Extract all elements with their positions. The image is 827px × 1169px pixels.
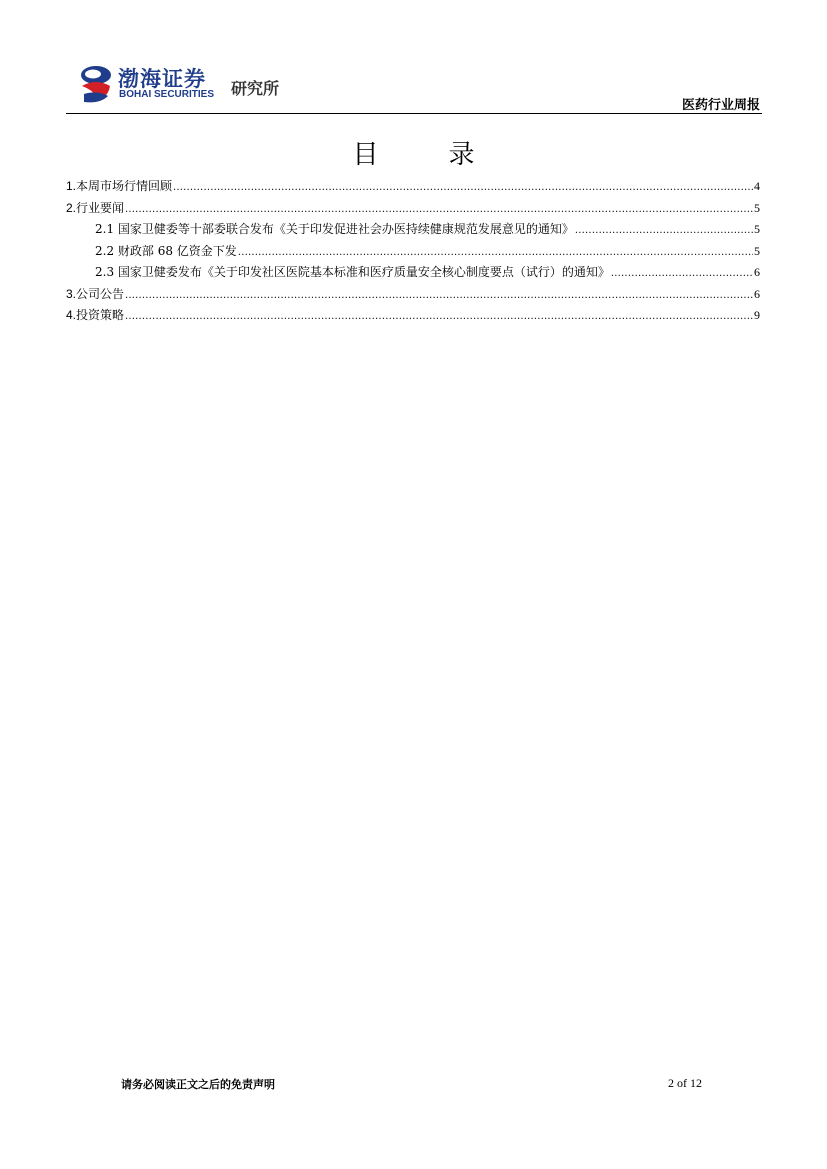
toc-entry-label: 行业要闻 <box>76 200 125 215</box>
toc-entry-number: 3. <box>66 286 77 301</box>
toc-leader-dots <box>173 177 753 199</box>
toc-entry-page: 6 <box>754 265 760 279</box>
toc-entry-label: 公司公告 <box>76 286 125 301</box>
toc-leader-dots <box>125 306 753 328</box>
brand-name-chinese: 渤海证券 <box>118 67 206 91</box>
toc-leader-dots <box>125 199 753 221</box>
bohai-logo-icon <box>78 64 114 104</box>
toc-entry-page: 5 <box>754 243 760 258</box>
toc-entry-number: 2. <box>66 200 77 215</box>
toc-entry-page: 5 <box>754 222 760 236</box>
page-header <box>66 60 762 114</box>
toc-leader-dots <box>238 242 753 264</box>
toc-entry-page: 6 <box>754 286 760 301</box>
toc-leader-dots <box>575 220 753 242</box>
toc-entry-2-2[interactable] <box>66 241 760 263</box>
disclaimer-note: 请务必阅读正文之后的免责声明 <box>121 1078 275 1091</box>
toc-leader-dots <box>125 285 753 307</box>
institute-label: 研究所 <box>231 79 280 98</box>
toc-entry-number: 2.1 <box>95 222 115 236</box>
report-type-label: 医药行业周报 <box>681 98 760 113</box>
toc-entry-4[interactable] <box>66 305 760 327</box>
toc-entry-3[interactable] <box>66 284 760 306</box>
toc-entry-label: 投资策略 <box>76 308 125 322</box>
page-counter: 2 of 12 <box>668 1076 702 1090</box>
table-of-contents <box>66 176 760 327</box>
toc-entry-label: 本周市场行情回顾 <box>76 179 173 193</box>
toc-entry-label: 财政部 68 亿资金下发 <box>114 243 237 258</box>
toc-entry-label: 国家卫健委等十部委联合发布《关于印发促进社会办医持续健康规范发展意见的通知》 <box>114 222 574 236</box>
toc-entry-number: 2.3 <box>95 265 115 279</box>
toc-title: 目 录 <box>352 140 497 170</box>
header-divider <box>66 113 762 114</box>
toc-leader-dots <box>611 263 753 285</box>
toc-entry-2-3[interactable] <box>66 262 760 284</box>
toc-entry-2-1[interactable] <box>66 219 760 241</box>
toc-entry-number: 2.2 <box>95 243 115 258</box>
toc-entry-page: 5 <box>754 200 760 215</box>
toc-entry-number: 4. <box>66 308 77 322</box>
toc-entry-label: 国家卫健委发布《关于印发社区医院基本标准和医疗质量安全核心制度要点（试行）的通知》 <box>114 265 610 279</box>
toc-entry-2[interactable] <box>66 198 760 220</box>
toc-entry-1[interactable] <box>66 176 760 198</box>
brand-name-english: BOHAI SECURITIES <box>119 89 215 100</box>
toc-entry-number: 1. <box>66 179 77 193</box>
toc-entry-page: 9 <box>754 308 760 322</box>
toc-entry-page: 4 <box>754 179 760 193</box>
